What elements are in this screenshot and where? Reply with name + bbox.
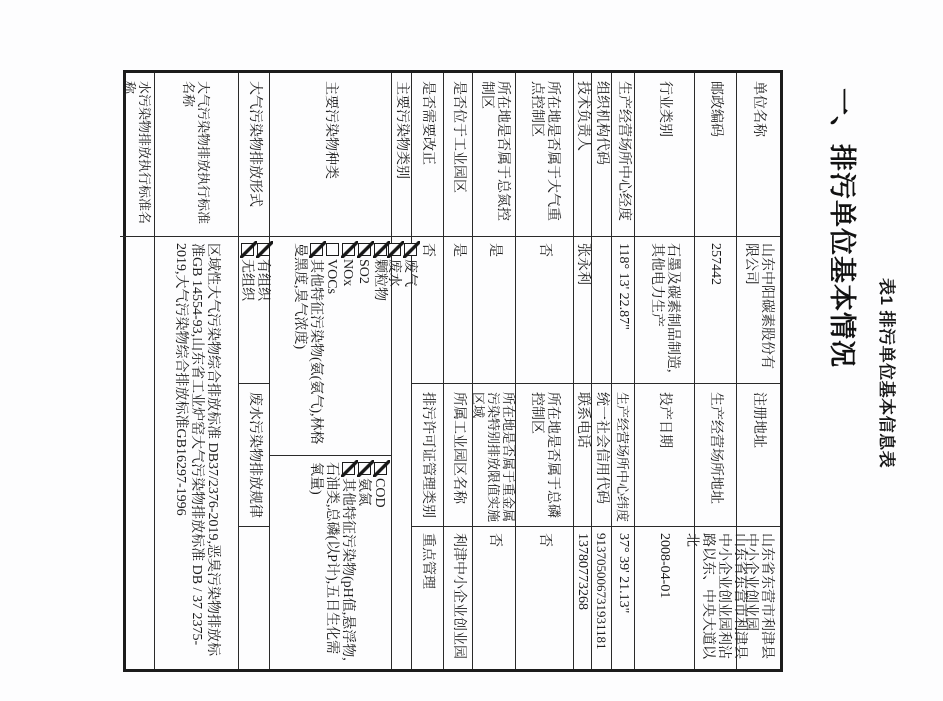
table-cell-value: 重点管理 <box>412 526 443 669</box>
table-cell-value: 山东中阳碳素股份有限公司 <box>737 236 780 383</box>
checkbox-item: 有组织 <box>254 243 270 380</box>
table-row <box>155 73 239 669</box>
checked-checkbox-icon <box>342 243 355 256</box>
checked-checkbox-icon <box>358 243 371 256</box>
table-cell-value: 否 <box>516 236 573 383</box>
checked-checkbox-icon <box>310 243 323 256</box>
table-cell-value: 913705006731931181 <box>592 526 611 669</box>
air-pollutant-checkboxes <box>270 236 391 455</box>
checked-checkbox-icon <box>405 243 418 256</box>
checked-checkbox-icon <box>342 462 355 475</box>
table-row <box>473 73 516 669</box>
table-caption: 表1 排污单位基本信息表 <box>877 278 896 469</box>
table-cell-value <box>592 236 611 383</box>
table-row <box>574 73 592 669</box>
checkbox-item: 其他特征污染物(氨(氨气),林格曼黑度,臭气浓度) <box>292 243 323 445</box>
table-cell-value: 否 <box>412 236 443 383</box>
table-cell-value: 石墨及碳素制品制造,其他电力生产 <box>635 236 694 383</box>
table-cell-label: 单位名称 <box>751 81 767 137</box>
table-cell-label: 统一社会信用代码 <box>592 383 611 526</box>
table-row <box>444 73 473 669</box>
table-cell-label: 生产经营场所中心纬度 <box>612 383 634 526</box>
table-cell-label: 技术负责人 <box>575 81 591 151</box>
basic-info-table <box>123 70 783 672</box>
table-cell-value: 利津中小企业创业园 <box>444 526 472 669</box>
water-pollutant-checkboxes <box>270 455 391 669</box>
table-row <box>635 73 695 669</box>
table-cell-value: 118° 13' 22.87" <box>612 236 634 383</box>
checked-checkbox-icon <box>374 243 387 256</box>
table-cell-value: 2008-04-01 <box>635 526 694 669</box>
table-cell-value: 37° 39' 21.13" <box>612 526 634 669</box>
checked-checkbox-icon <box>241 243 254 256</box>
checkbox-item: 废气 <box>402 243 418 654</box>
table-cell-label: 是否需要改正 <box>420 81 436 165</box>
checkbox-item: 无组织 <box>238 243 254 380</box>
checkbox-item: NOx <box>339 243 355 452</box>
table-cell-label: 废水污染物排放规律 <box>239 383 269 526</box>
table-row <box>239 73 270 669</box>
table-cell-label: 组织机构代码 <box>594 81 610 165</box>
table-cell-label: 排污许可证管理类别 <box>412 383 443 526</box>
table-cell-label: 生产经营场所中心经度 <box>616 81 631 221</box>
air-standards-value: 区域性大气污染物综合排放标准 DB37/2376-2019,恶臭污染物排放标准GB 14554-93,山东省工业炉窑大气污染物排放标准 DB / 37 2375-2019,大气污染物综合排放标准GB16297-1996 <box>155 236 238 669</box>
table-cell-value: 否 <box>473 526 515 669</box>
checked-checkbox-icon <box>374 462 387 475</box>
table-row <box>684 73 748 669</box>
table-cell-value: 257442 <box>695 236 736 383</box>
pollutant-category-checkboxes <box>386 236 418 669</box>
table-cell-label: 大气污染物排放形式 <box>247 81 262 207</box>
table-row <box>516 73 574 669</box>
table-cell-label: 联系电话 <box>574 383 591 526</box>
table-cell-label: 主要污染物类别 <box>394 81 410 179</box>
table-cell-label: 邮政编码 <box>708 81 724 137</box>
table-cell-value <box>239 526 269 669</box>
table-cell-label: 生产经营场所地址 <box>695 383 736 526</box>
checkbox-item: COD <box>371 462 387 666</box>
table-cell-label: 行业类别 <box>657 81 673 137</box>
checked-checkbox-icon <box>257 243 270 256</box>
checkbox-item: 废水 <box>386 243 402 654</box>
checkbox-item: SO2 <box>355 243 371 452</box>
checkbox-item: 氨氮 <box>355 462 371 666</box>
checked-checkbox-icon <box>358 462 371 475</box>
checkbox-item: VOCs <box>323 243 339 452</box>
table-cell-label: 水污染物排放执行标准名称 <box>122 81 152 225</box>
section-title: 一、排污单位基本情况 <box>827 88 857 368</box>
table-cell-value: 是 <box>473 236 515 383</box>
unchecked-checkbox-icon <box>326 243 339 256</box>
table-cell-label: 所在地是否属于重金属污染特别排放限值实施区域 <box>473 383 515 526</box>
table-cell-label: 大气污染物排放执行标准名称 <box>181 81 212 225</box>
table-row <box>612 73 635 669</box>
checkbox-item: 颗粒物 <box>371 243 387 452</box>
table-cell-label: 所属工业园区名称 <box>444 383 472 526</box>
table-cell-label: 所在地是否属于总磷控制区 <box>516 383 573 526</box>
checked-checkbox-icon <box>389 243 402 256</box>
table-cell-value: 否 <box>516 526 573 669</box>
table-cell-value: 13780773268 <box>574 526 591 669</box>
table-cell-label: 注册地址 <box>737 383 780 526</box>
table-cell-label: 主要污染物种类 <box>323 81 339 179</box>
table-cell-label: 投产日期 <box>635 383 694 526</box>
water-standards-value <box>120 236 154 669</box>
table-row <box>270 73 392 669</box>
table-row <box>386 73 418 669</box>
table-row <box>120 73 155 669</box>
table-cell-label: 所在地是否属于总氮控制区 <box>479 81 510 221</box>
table-row <box>592 73 612 669</box>
table-cell-value: 张永利 <box>574 236 591 383</box>
checkbox-item: 其他特征污染物(pH值,悬浮物,石油类,总磷(以P计),五日生化需氧量) <box>308 462 355 661</box>
table-cell-label: 是否位于工业园区 <box>451 81 466 193</box>
table-cell-value: 是 <box>444 236 472 383</box>
emission-form-checkboxes <box>239 236 269 383</box>
table-cell-value: 山东省东营市利津县中小企业创业园 <box>737 526 780 669</box>
table-cell-label: 所在地是否属于大气重点控制区 <box>529 81 561 221</box>
table-cell-value: 山东省东营市利津县中小企业创业园利沾路以东、中央大道以北 <box>695 526 736 669</box>
